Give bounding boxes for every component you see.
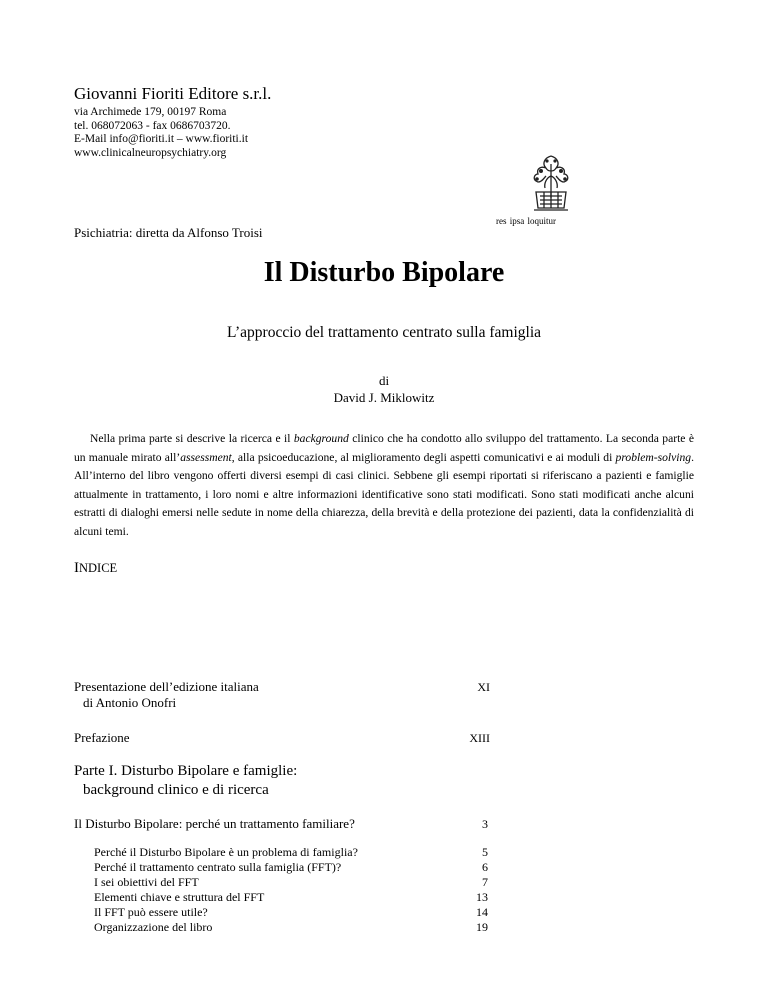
- publisher-name: Giovanni Fioriti Editore s.r.l.: [74, 84, 272, 103]
- toc-section-page: 5: [482, 845, 488, 859]
- toc-section-page: 14: [476, 905, 488, 919]
- series-editor: Psichiatria: diretta da Alfonso Troisi: [74, 225, 263, 240]
- index-heading: [74, 560, 117, 577]
- publisher-site: www.clinicalneuropsychiatry.org: [74, 146, 227, 159]
- toc-entry-page: XI: [477, 680, 490, 694]
- book-abstract: [74, 430, 694, 542]
- toc-section-page: 6: [482, 860, 488, 874]
- toc-section: Perché il trattamento centrato sulla famiglia (FFT)?: [94, 860, 342, 874]
- abstract-text: clinico che ha condotto allo sviluppo del trattamento. La seconda parte è un manuale mirato all’: [74, 432, 694, 464]
- toc-section-page: 7: [482, 875, 488, 889]
- toc-section: I sei obiettivi del FFT: [94, 875, 199, 889]
- index-heading-initial: I: [74, 560, 79, 576]
- toc-entry-page: XIII: [469, 731, 490, 745]
- toc-part-heading: [74, 762, 297, 800]
- abstract-emphasis: assessment: [180, 450, 232, 464]
- toc-section-page: 19: [476, 920, 488, 934]
- toc-section: Elementi chiave e struttura del FFT: [94, 890, 265, 904]
- publisher-emblem-icon: [524, 152, 578, 216]
- book-author: David J. Miklowitz: [333, 390, 435, 405]
- part-title-line1: Parte I. Disturbo Bipolare e famiglie:: [74, 763, 298, 779]
- toc-section: Perché il Disturbo Bipolare è un problema di famiglia?: [94, 845, 358, 859]
- abstract-emphasis: background: [293, 432, 349, 445]
- abstract-text: , alla psicoeducazione, al miglioramento degli aspetti comunicativi e ai moduli di: [231, 450, 616, 464]
- book-title: Il Disturbo Bipolare: [263, 257, 505, 288]
- toc-section: Il FFT può essere utile?: [94, 905, 208, 919]
- publisher-motto: res ipsa loquitur: [496, 216, 556, 226]
- toc-entry-sublabel: di Antonio Onofri: [83, 695, 177, 710]
- abstract-text: Nella prima parte si descrive la ricerca e il: [90, 432, 294, 445]
- toc-chapter: Il Disturbo Bipolare: perché un trattamento familiare?: [74, 816, 355, 831]
- publisher-address: via Archimede 179, 00197 Roma: [74, 106, 227, 118]
- publisher-email: E-Mail info@fioriti.it – www.fioriti.it: [74, 133, 249, 146]
- toc-entry-presentazione: [74, 679, 259, 711]
- publisher-phone: tel. 068072063 - fax 0686703720.: [74, 119, 231, 132]
- toc-entry-prefazione: Prefazione: [74, 730, 130, 745]
- index-heading-rest: NDICE: [79, 561, 118, 575]
- abstract-text: . All’interno del libro vengono offerti diversi esempi di casi clinici. Sebbene gli esempi riportati si riferiscano a pazienti e famiglie attualmente in trattamento, i loro nomi e altre informazioni identificative sono stati modificati. Sono stati modificati anche alcuni estratti di dialoghi emersi nelle sedute in nome della chiarezza, della brevità e della protezione dei pazienti, data la confidenzialità di alcuni temi.: [74, 450, 694, 538]
- toc-chapter-page: 3: [482, 817, 488, 831]
- toc-section: Organizzazione del libro: [94, 920, 213, 934]
- toc-entry-label: Presentazione dell’edizione italiana: [74, 679, 259, 694]
- publisher-contact: [74, 106, 248, 160]
- toc-section-page: 13: [476, 890, 488, 904]
- part-title-line2: background clinico e di ricerca: [83, 782, 269, 798]
- author-preposition: di: [378, 373, 390, 388]
- book-subtitle: L’approccio del trattamento centrato sulla famiglia: [226, 324, 542, 341]
- abstract-emphasis: problem-solving: [615, 450, 692, 464]
